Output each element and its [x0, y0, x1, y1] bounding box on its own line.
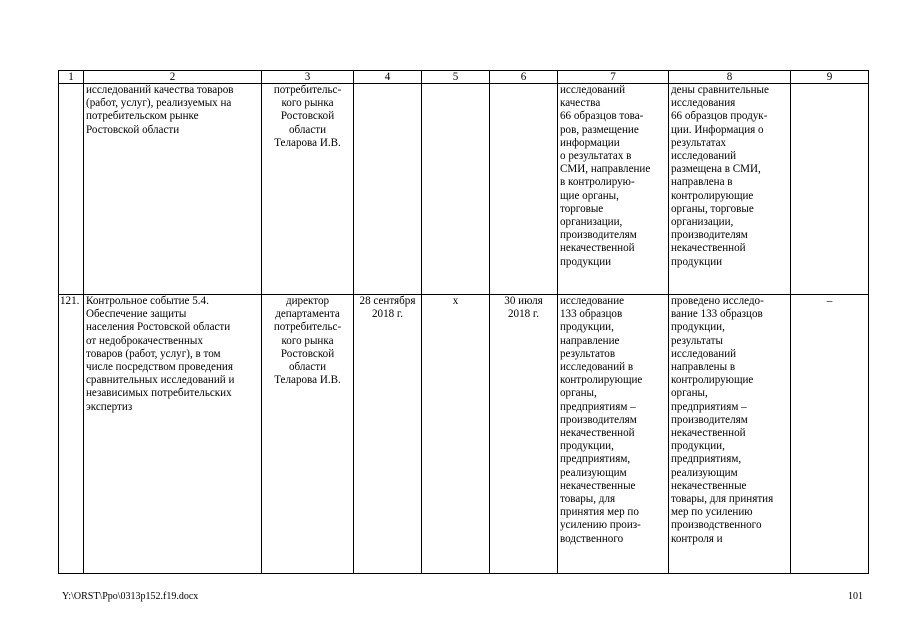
- cell-text-line: органы,: [560, 387, 597, 400]
- cell-text-line: 2018 г.: [507, 308, 540, 321]
- cell-text-line: некачественной: [671, 427, 746, 440]
- cell-text-line: принятия мер по: [560, 506, 639, 519]
- cell-text-line: предприятиям –: [560, 400, 636, 413]
- event-name-cell: [84, 295, 262, 574]
- event-name-cell: [84, 84, 262, 295]
- cell-text-line: контроля и: [671, 532, 723, 545]
- row-number-cell: 121.: [59, 295, 84, 574]
- deviation-cell: [791, 84, 869, 295]
- cell-text-line: некачественной: [671, 242, 746, 255]
- cell-text-line: производителям: [671, 229, 748, 242]
- cell-text-line: экспертиз: [86, 400, 133, 413]
- cell-text-line: дены сравнительные: [671, 84, 769, 96]
- cell-text-line: директор: [285, 295, 330, 307]
- planned-result-cell: [558, 295, 669, 574]
- cell-text-line: Ростовской области: [86, 123, 180, 136]
- column-header-3: 3: [262, 71, 354, 84]
- cell-text-line: органы,: [671, 387, 708, 400]
- cell-text-line: 66 образцов това-: [560, 110, 644, 123]
- cell-text-line: результаты: [671, 334, 723, 347]
- column-header-6: 6: [490, 71, 558, 84]
- cell-text-line: кого рынка: [281, 97, 334, 110]
- cell-text-line: размещена в СМИ,: [671, 163, 761, 176]
- planned-date-cell: [354, 295, 422, 574]
- responsible-person-cell: [262, 295, 354, 574]
- cell-text-line: исследований в: [560, 361, 634, 374]
- report-table: [58, 70, 869, 574]
- cell-text-line: контролирующие: [671, 189, 754, 202]
- planned-date-cell: [354, 84, 422, 295]
- cell-text-line: товаров (работ, услуг), в том: [86, 347, 221, 360]
- cell-text-line: контролирующие: [560, 374, 643, 387]
- cell-text-line: предприятиям,: [671, 453, 742, 466]
- column-header-9: 9: [791, 71, 869, 84]
- cell-text-line: органы, торговые: [671, 202, 754, 215]
- cell-text-line: продукции: [671, 255, 723, 268]
- cell-text-line: реализующим: [560, 466, 627, 479]
- cell-text-line: щие органы,: [560, 189, 619, 202]
- file-path-footer: Y:\ORST\Ppo\0313p152.f19.docx: [62, 591, 199, 602]
- cell-text-line: исследований: [671, 150, 737, 163]
- cell-text-line: вание 133 образцов: [671, 308, 763, 321]
- column-number-row: [59, 71, 869, 84]
- column-header-1: 1: [59, 71, 84, 84]
- cell-text-line: исследования: [671, 97, 736, 110]
- cell-text-line: результатах: [671, 136, 727, 149]
- cell-text-line: товары, для принятия: [671, 493, 774, 506]
- cell-text-line: усилению произ-: [560, 519, 641, 532]
- deviation-cell: –: [791, 295, 869, 574]
- planned-result-cell: [558, 84, 669, 295]
- cell-text-line: 30 июля: [504, 295, 543, 307]
- cell-text-line: кого рынка: [281, 334, 334, 347]
- cell-text-line: департамента: [275, 308, 340, 321]
- cell-text-line: контролирующие: [671, 374, 754, 387]
- cell-text-line: СМИ, направление: [560, 163, 651, 176]
- cell-text-line: предприятиям,: [560, 453, 631, 466]
- actual-date-cell: [490, 84, 558, 295]
- cell-text-line: Теларова И.В.: [274, 136, 341, 149]
- forecast-date-cell: х: [422, 295, 490, 574]
- cell-text-line: предприятиям –: [671, 400, 747, 413]
- column-header-4: 4: [354, 71, 422, 84]
- actual-date-cell: [490, 295, 558, 574]
- cell-text-line: организации,: [671, 216, 734, 229]
- cell-text-line: результатов: [560, 347, 616, 360]
- cell-text-line: ров, размещение: [560, 123, 639, 136]
- cell-text-line: продукции,: [560, 440, 614, 453]
- cell-text-line: Ростовской: [280, 347, 335, 360]
- cell-text-line: потребительс-: [273, 321, 342, 334]
- row-number-cell: [59, 84, 84, 295]
- cell-text-line: ции. Информация о: [671, 123, 764, 136]
- cell-text-line: направлена в: [671, 176, 733, 189]
- column-header-5: 5: [422, 71, 490, 84]
- cell-text-line: производителям: [560, 229, 637, 242]
- cell-text-line: некачественные: [671, 479, 747, 492]
- cell-text-line: 66 образцов продук-: [671, 110, 768, 123]
- column-header-7: 7: [558, 71, 669, 84]
- cell-text-line: области: [288, 123, 327, 136]
- table-row-121: [59, 295, 869, 574]
- cell-text-line: направление: [560, 334, 620, 347]
- cell-text-line: товары, для: [560, 493, 616, 506]
- cell-text-line: организации,: [560, 216, 623, 229]
- cell-text-line: населения Ростовской области: [86, 321, 231, 334]
- cell-text-line: реализующим: [671, 466, 738, 479]
- cell-text-line: в контролирую-: [560, 176, 635, 189]
- cell-text-line: мер по усилению: [671, 506, 753, 519]
- cell-text-line: о результатах в: [560, 150, 632, 163]
- cell-text-line: потребительс-: [273, 84, 342, 96]
- cell-text-line: потребительском рынке: [86, 110, 199, 123]
- cell-text-line: числе посредством проведения: [86, 361, 233, 374]
- cell-text-line: Ростовской: [280, 110, 335, 123]
- cell-text-line: от недоброкачественных: [86, 334, 203, 347]
- actual-result-cell: [669, 84, 791, 295]
- cell-text-line: исследований: [671, 347, 737, 360]
- cell-text-line: 2018 г.: [371, 308, 404, 321]
- cell-text-line: проведено исследо-: [671, 295, 764, 307]
- cell-text-line: некачественные: [560, 479, 636, 492]
- cell-text-line: некачественной: [560, 242, 635, 255]
- cell-text-line: направлены в: [671, 361, 736, 374]
- cell-text-line: исследований качества товаров: [86, 84, 234, 96]
- cell-text-line: торговые: [560, 202, 604, 215]
- cell-text-line: некачественной: [560, 427, 635, 440]
- cell-text-line: производителям: [671, 413, 748, 426]
- actual-result-cell: [669, 295, 791, 574]
- cell-text-line: Обеспечение защиты: [86, 308, 187, 321]
- table-row-continuation: [59, 84, 869, 295]
- cell-text-line: 28 сентября: [359, 295, 416, 307]
- forecast-date-cell: [422, 84, 490, 295]
- cell-text-line: водственного: [560, 532, 624, 545]
- column-header-2: 2: [84, 71, 262, 84]
- cell-text-line: качества: [560, 97, 601, 110]
- page-number: 101: [848, 591, 863, 602]
- cell-text-line: сравнительных исследований и: [86, 374, 235, 387]
- cell-text-line: исследований: [560, 84, 626, 96]
- cell-text-line: производителям: [560, 413, 637, 426]
- cell-text-line: 133 образцов: [560, 308, 623, 321]
- cell-text-line: производственного: [671, 519, 762, 532]
- column-header-8: 8: [669, 71, 791, 84]
- cell-text-line: информации: [560, 136, 620, 149]
- cell-text-line: области: [288, 361, 327, 374]
- cell-text-line: Теларова И.В.: [274, 374, 341, 387]
- cell-text-line: исследование: [560, 295, 625, 307]
- responsible-person-cell: [262, 84, 354, 295]
- cell-text-line: продукции,: [560, 321, 614, 334]
- cell-text-line: продукции,: [671, 321, 725, 334]
- cell-text-line: Контрольное событие 5.4.: [86, 295, 209, 307]
- cell-text-line: продукции: [560, 255, 612, 268]
- cell-text-line: независимых потребительских: [86, 387, 232, 400]
- cell-text-line: продукции,: [671, 440, 725, 453]
- cell-text-line: (работ, услуг), реализуемых на: [86, 97, 232, 110]
